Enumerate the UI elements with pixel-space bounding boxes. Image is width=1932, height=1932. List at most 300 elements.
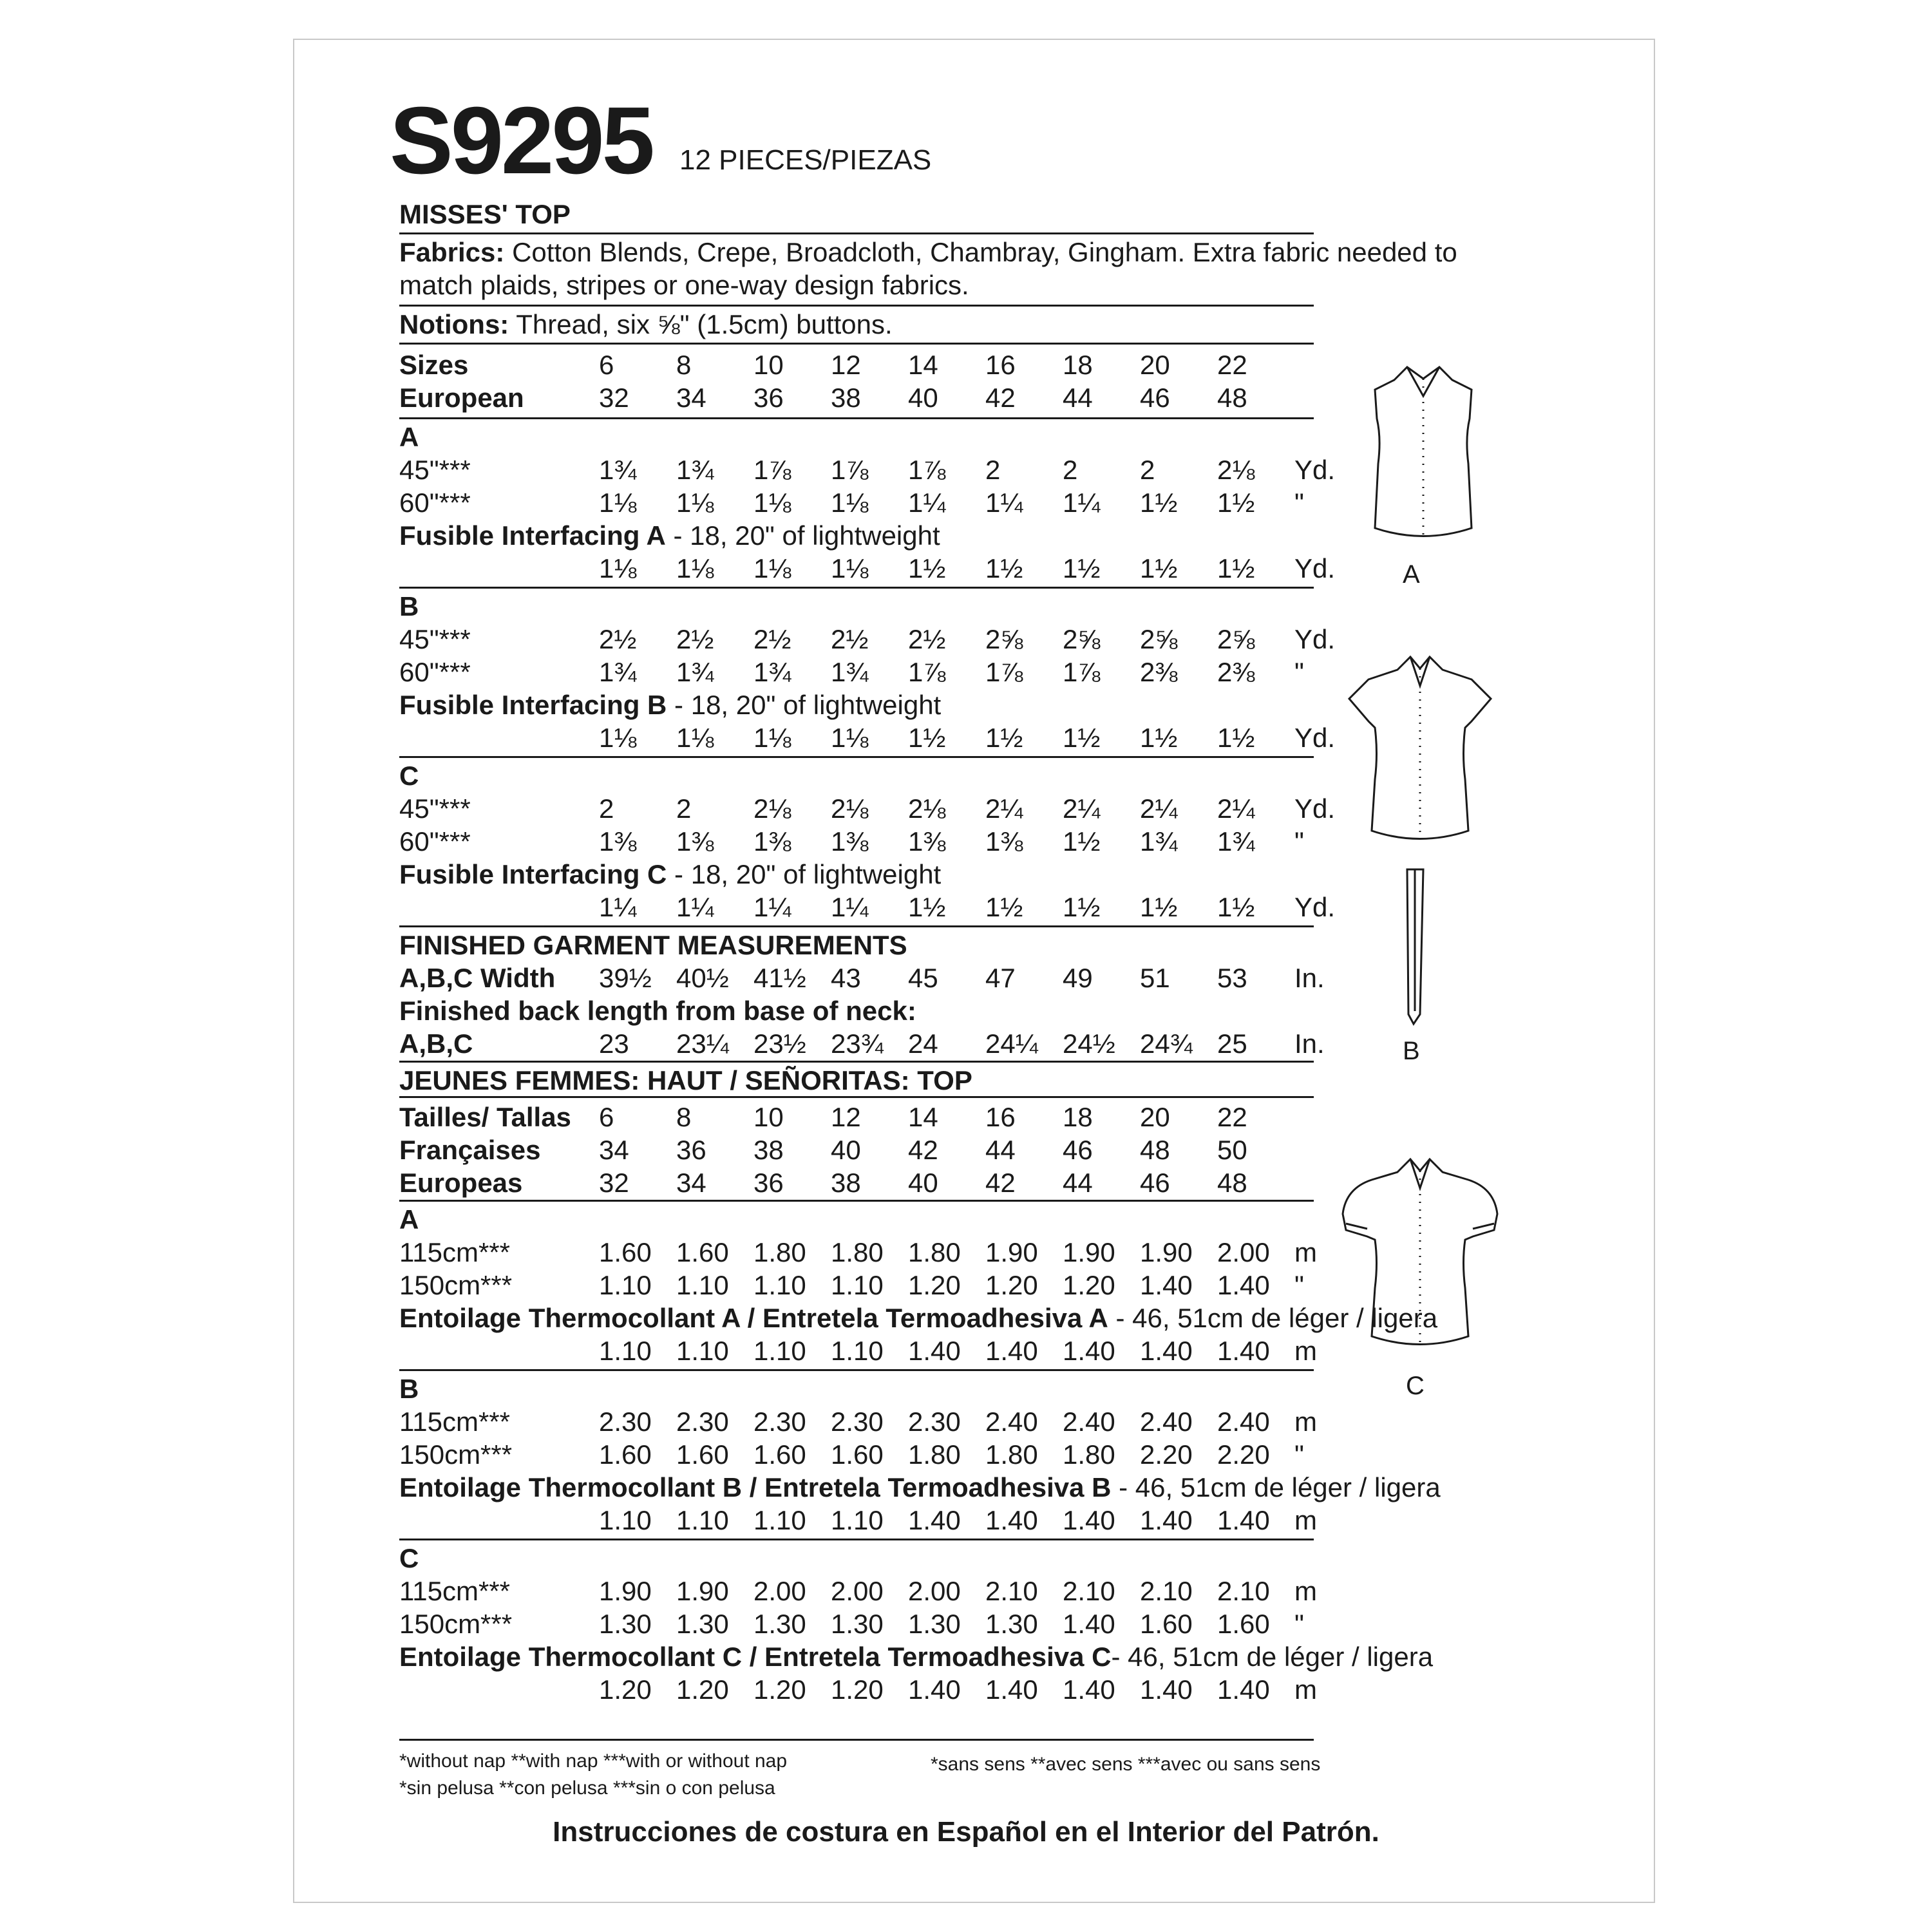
table-cell: 12 [831, 350, 861, 380]
label-rest: - 18, 20" of lightweight [667, 859, 942, 889]
table-cell: 1.10 [676, 1336, 729, 1366]
table-cell: 1½ [985, 892, 1023, 922]
table-cell: 1.60 [599, 1237, 652, 1267]
row-label: Europeas [399, 1168, 523, 1198]
table-cell: 46 [1063, 1135, 1093, 1165]
metric-title [399, 1065, 1314, 1097]
view-heading [399, 591, 1314, 623]
table-cell: 1⅞ [985, 657, 1023, 687]
table-cell: 1.40 [985, 1336, 1038, 1366]
divider-line [399, 925, 1314, 927]
table-cell: 1.40 [1140, 1270, 1193, 1300]
table-cell: 1¾ [599, 455, 637, 485]
table-cell: 2⅛ [908, 793, 946, 824]
width-row [399, 962, 1325, 994]
table-cell: 1¾ [1217, 826, 1255, 857]
row-label: A,B,C Width [399, 963, 556, 993]
table-cell: 1.90 [1063, 1237, 1115, 1267]
row-label: 60"*** [399, 826, 471, 857]
row-label: 150cm*** [399, 1270, 513, 1300]
table-cell: 34 [676, 383, 706, 413]
table-cell: 24¾ [1140, 1028, 1193, 1059]
table-cell: 10 [753, 1102, 784, 1132]
table-cell: 1.60 [1217, 1609, 1270, 1639]
table-cell: 41½ [753, 963, 806, 993]
unit-cell: " [1294, 826, 1304, 857]
table-cell: 1.10 [831, 1270, 884, 1300]
table-cell: 10 [753, 350, 784, 380]
row-label: B [399, 591, 419, 621]
footnote-french: *sans sens **avec sens ***avec ou sans sens [931, 1754, 1321, 1775]
table-cell: 1.40 [1217, 1270, 1270, 1300]
table-cell: 1.90 [1140, 1237, 1193, 1267]
table-cell: 1.40 [1217, 1336, 1270, 1366]
table-cell: 2.10 [985, 1576, 1038, 1606]
table-cell: 1.40 [1063, 1609, 1115, 1639]
divider-line [399, 1061, 1314, 1063]
unit-cell: m [1294, 1237, 1317, 1267]
table-cell: 1.40 [1217, 1505, 1270, 1535]
row-label: 115cm*** [399, 1406, 510, 1437]
label-bold: Notions: [399, 309, 509, 339]
row-label: 45"*** [399, 455, 471, 485]
table-cell: 1.10 [599, 1270, 652, 1300]
table-cell: 42 [908, 1135, 938, 1165]
table-cell: 1⅜ [753, 826, 791, 857]
table-cell: 2⅝ [985, 624, 1023, 654]
table-cell: 22 [1217, 350, 1247, 380]
metric-view-heading [399, 1373, 1314, 1405]
unit-cell: " [1294, 1439, 1304, 1470]
table-cell: 23½ [753, 1028, 806, 1059]
table-cell: 6 [599, 350, 614, 380]
european-sizes-row [399, 382, 1314, 414]
table-cell: 1⅛ [753, 488, 791, 518]
table-cell: 1.60 [831, 1439, 884, 1470]
metric-150-row [399, 1439, 1314, 1471]
yardage-60-row [399, 487, 1314, 519]
europeas-row [399, 1167, 1314, 1199]
yardage-45-row [399, 454, 1336, 486]
table-cell: 34 [599, 1135, 629, 1165]
table-cell: 1.30 [908, 1609, 961, 1639]
interfacing-label-row [399, 689, 1314, 721]
table-cell: 1.40 [1063, 1674, 1115, 1705]
label-rest: - 46, 51cm de léger / ligera [1111, 1472, 1441, 1502]
table-cell: 1½ [1217, 553, 1255, 583]
table-cell: 16 [985, 350, 1016, 380]
table-cell: 2⅝ [1140, 624, 1178, 654]
table-cell: 1.40 [1063, 1336, 1115, 1366]
table-cell: 1.20 [676, 1674, 729, 1705]
table-cell: 1.20 [831, 1674, 884, 1705]
table-cell: 1½ [1217, 488, 1255, 518]
table-cell: 1.80 [831, 1237, 884, 1267]
table-cell: 6 [599, 1102, 614, 1132]
table-cell: 1.40 [908, 1674, 961, 1705]
metric-interfacing-values-row [399, 1674, 1317, 1706]
back-length-title [399, 995, 1314, 1027]
label-bold: Fabrics: [399, 237, 505, 267]
table-cell: 42 [985, 383, 1016, 413]
table-cell: 47 [985, 963, 1016, 993]
divider-line [399, 756, 1314, 758]
interfacing-values-row [399, 553, 1336, 585]
table-cell: 2.40 [1140, 1406, 1193, 1437]
row-label: FINISHED GARMENT MEASUREMENTS [399, 930, 907, 960]
unit-cell: m [1294, 1576, 1317, 1606]
metric-view-heading [399, 1204, 1314, 1236]
divider-line [399, 1200, 1314, 1202]
table-cell: 1.40 [1140, 1674, 1193, 1705]
table-cell: 51 [1140, 963, 1170, 993]
table-cell: 1½ [908, 723, 946, 753]
table-cell: 24 [908, 1028, 938, 1059]
table-cell: 32 [599, 1168, 629, 1198]
table-cell: 40½ [676, 963, 729, 993]
yardage-60-row [399, 826, 1314, 858]
divider-line [399, 417, 1314, 419]
unit-cell: Yd. [1294, 723, 1336, 753]
table-cell: 1⅞ [908, 455, 946, 485]
interfacing-values-row [399, 722, 1336, 754]
table-cell: 1.10 [676, 1270, 729, 1300]
table-cell: 1⅛ [676, 723, 714, 753]
table-cell: 16 [985, 1102, 1016, 1132]
view-b-tie-drawing [1394, 866, 1439, 1027]
yardage-60-row [399, 656, 1314, 688]
table-cell: 1.90 [676, 1576, 729, 1606]
table-cell: 2.10 [1063, 1576, 1115, 1606]
table-cell: 24¼ [985, 1028, 1038, 1059]
table-cell: 2.00 [1217, 1237, 1270, 1267]
table-cell: 8 [676, 350, 692, 380]
table-cell: 2.30 [908, 1406, 961, 1437]
divider-line [399, 1539, 1314, 1540]
table-cell: 1¼ [831, 892, 869, 922]
table-cell: 2½ [908, 624, 946, 654]
table-cell: 14 [908, 1102, 938, 1132]
table-cell: 36 [753, 1168, 784, 1198]
table-cell: 1¾ [831, 657, 869, 687]
row-label [399, 1641, 1433, 1673]
label-bold: Entoilage Thermocollant B / Entretela Termoadhesiva B [399, 1472, 1112, 1502]
row-label [399, 858, 941, 891]
table-cell: 1.20 [908, 1270, 961, 1300]
table-cell: 20 [1140, 1102, 1170, 1132]
table-cell: 2.10 [1140, 1576, 1193, 1606]
table-cell: 2⅛ [1217, 455, 1255, 485]
interfacing-values-row [399, 891, 1336, 923]
table-cell: 1⅞ [1063, 657, 1101, 687]
table-cell: 48 [1217, 383, 1247, 413]
table-cell: 1½ [1140, 723, 1178, 753]
table-cell: 40 [908, 1168, 938, 1198]
table-cell: 2.00 [908, 1576, 961, 1606]
row-label: Tailles/ Tallas [399, 1102, 571, 1132]
table-cell: 1.60 [599, 1439, 652, 1470]
table-cell: 1.20 [753, 1674, 806, 1705]
table-cell: 38 [753, 1135, 784, 1165]
table-cell: 1⅞ [753, 455, 791, 485]
table-cell: 2⅝ [1217, 624, 1255, 654]
table-cell: 44 [1063, 383, 1093, 413]
row-label: JEUNES FEMMES: HAUT / SEÑORITAS: TOP [399, 1065, 972, 1095]
table-cell: 1.60 [753, 1439, 806, 1470]
table-cell: 1.10 [753, 1505, 806, 1535]
table-cell: 2⅝ [1063, 624, 1101, 654]
table-cell: 2.40 [985, 1406, 1038, 1437]
table-cell: 1¾ [676, 455, 714, 485]
table-cell: 1.80 [985, 1439, 1038, 1470]
table-cell: 14 [908, 350, 938, 380]
table-cell: 1¼ [1063, 488, 1101, 518]
row-label: MISSES' TOP [399, 199, 571, 229]
table-cell: 2½ [753, 624, 791, 654]
view-a-sleeveless-top-drawing [1359, 361, 1488, 554]
table-cell: 2⅜ [1140, 657, 1178, 687]
label-rest: - 18, 20" of lightweight [667, 690, 942, 720]
table-cell: 2.30 [831, 1406, 884, 1437]
table-cell: 12 [831, 1102, 861, 1132]
row-label: 45"*** [399, 624, 471, 654]
table-cell: 1.80 [908, 1237, 961, 1267]
row-label [399, 1302, 1437, 1334]
metric-interfacing-values-row [399, 1504, 1317, 1537]
row-label: European [399, 383, 524, 413]
metric-150-row [399, 1608, 1314, 1640]
divider-line [399, 305, 1314, 307]
table-cell: 2½ [599, 624, 637, 654]
metric-interfacing-label-row [399, 1641, 1434, 1673]
finished-measurements-title [399, 929, 1314, 961]
table-cell: 38 [831, 383, 861, 413]
table-cell: 1½ [1140, 488, 1178, 518]
table-cell: 1⅛ [753, 723, 791, 753]
unit-cell: " [1294, 657, 1304, 687]
table-cell: 1⅞ [908, 657, 946, 687]
table-cell: 1⅛ [676, 553, 714, 583]
table-cell: 1.10 [753, 1336, 806, 1366]
table-cell: 1.30 [676, 1609, 729, 1639]
table-cell: 1½ [985, 723, 1023, 753]
table-cell: 44 [1063, 1168, 1093, 1198]
table-cell: 1½ [1140, 892, 1178, 922]
table-cell: 1½ [1063, 826, 1101, 857]
table-cell: 45 [908, 963, 938, 993]
metric-view-heading [399, 1542, 1314, 1575]
unit-cell: Yd. [1294, 892, 1336, 922]
table-cell: 1⅜ [831, 826, 869, 857]
table-cell: 44 [985, 1135, 1016, 1165]
table-cell: 2 [599, 793, 614, 824]
table-cell: 2.40 [1063, 1406, 1115, 1437]
sizes-row [399, 349, 1314, 381]
row-label: A [399, 1204, 419, 1235]
table-cell: 50 [1217, 1135, 1247, 1165]
table-cell: 1¼ [908, 488, 946, 518]
label-bold: Entoilage Thermocollant A / Entretela Termoadhesiva A [399, 1303, 1108, 1333]
divider-line [399, 232, 1314, 234]
table-cell: 1.40 [1140, 1336, 1193, 1366]
view-heading [399, 421, 1314, 453]
table-cell: 1.90 [599, 1576, 652, 1606]
table-cell: 1¼ [676, 892, 714, 922]
table-cell: 1½ [908, 553, 946, 583]
table-cell: 1.80 [1063, 1439, 1115, 1470]
notions-row [399, 308, 1314, 341]
table-cell: 2.30 [599, 1406, 652, 1437]
table-cell: 2¼ [985, 793, 1023, 824]
unit-cell: " [1294, 488, 1304, 518]
unit-cell: " [1294, 1270, 1304, 1300]
row-label: 115cm*** [399, 1576, 510, 1606]
table-cell: 2 [1063, 455, 1078, 485]
row-label [399, 520, 940, 552]
row-label: C [399, 761, 419, 791]
table-cell: 2½ [831, 624, 869, 654]
yardage-45-row [399, 793, 1336, 825]
table-cell: 23 [599, 1028, 629, 1059]
table-cell: 1.40 [908, 1505, 961, 1535]
row-label: B [399, 1374, 419, 1404]
table-cell: 1.10 [599, 1505, 652, 1535]
table-cell: 1¾ [599, 657, 637, 687]
fabrics-row [399, 236, 1457, 269]
table-cell: 42 [985, 1168, 1016, 1198]
table-cell: 1½ [1063, 553, 1101, 583]
table-cell: 1.30 [599, 1609, 652, 1639]
row-label: 150cm*** [399, 1439, 513, 1470]
table-cell: 23¼ [676, 1028, 729, 1059]
table-cell: 1.20 [599, 1674, 652, 1705]
table-cell: 1⅜ [599, 826, 637, 857]
metric-115-row [399, 1406, 1317, 1438]
table-cell: 1½ [1063, 723, 1101, 753]
label-rest: - 46, 51cm de léger / ligera [1111, 1642, 1434, 1672]
table-cell: 1.10 [831, 1336, 884, 1366]
table-cell: 1.60 [676, 1439, 729, 1470]
table-cell: 1⅛ [831, 488, 869, 518]
table-cell: 2.20 [1217, 1439, 1270, 1470]
unit-cell: In. [1294, 963, 1325, 993]
table-cell: 2⅛ [753, 793, 791, 824]
label-rest: - 46, 51cm de léger / ligera [1108, 1303, 1438, 1333]
row-label: 60"*** [399, 657, 471, 687]
table-cell: 20 [1140, 350, 1170, 380]
table-cell: 1¼ [599, 892, 637, 922]
table-cell: 1½ [1217, 892, 1255, 922]
unit-cell: Yd. [1294, 455, 1336, 485]
spanish-instructions-note: Instrucciones de costura en Español en el Interior del Patrón. [553, 1816, 1379, 1848]
table-cell: 2 [676, 793, 692, 824]
unit-cell: In. [1294, 1028, 1325, 1059]
interfacing-label-row [399, 520, 1314, 552]
unit-cell: m [1294, 1336, 1317, 1366]
table-cell: 1½ [1063, 892, 1101, 922]
unit-cell: " [1294, 1609, 1304, 1639]
table-cell: 1½ [985, 553, 1023, 583]
table-cell: 23¾ [831, 1028, 884, 1059]
metric-115-row [399, 1236, 1317, 1269]
table-cell: 53 [1217, 963, 1247, 993]
label-bold: Fusible Interfacing B [399, 690, 667, 720]
table-cell: 1¼ [985, 488, 1023, 518]
unit-cell: m [1294, 1505, 1317, 1535]
table-cell: 1.40 [908, 1336, 961, 1366]
table-cell: 1.40 [985, 1674, 1038, 1705]
table-cell: 1.40 [1063, 1505, 1115, 1535]
table-cell: 1⅛ [753, 553, 791, 583]
table-cell: 48 [1140, 1135, 1170, 1165]
row-label: 60"*** [399, 488, 471, 518]
back-length-row [399, 1028, 1325, 1060]
table-cell: 38 [831, 1168, 861, 1198]
table-cell: 18 [1063, 1102, 1093, 1132]
table-cell: 48 [1217, 1168, 1247, 1198]
table-cell: 8 [676, 1102, 692, 1132]
table-cell: 2.00 [753, 1576, 806, 1606]
metric-interfacing-label-row [399, 1472, 1441, 1504]
table-cell: 1.60 [676, 1237, 729, 1267]
divider-line [399, 587, 1314, 589]
unit-cell: m [1294, 1674, 1317, 1705]
view-heading [399, 760, 1314, 792]
table-cell: 1.20 [1063, 1270, 1115, 1300]
table-cell: 2.10 [1217, 1576, 1270, 1606]
table-cell: 2 [985, 455, 1001, 485]
table-cell: 1¾ [676, 657, 714, 687]
unit-cell: Yd. [1294, 553, 1336, 583]
label-rest: Thread, six ⅝" (1.5cm) buttons. [516, 309, 893, 339]
francaises-row [399, 1134, 1314, 1166]
table-cell: 32 [599, 383, 629, 413]
divider-line [399, 343, 1314, 345]
table-cell: 1.80 [908, 1439, 961, 1470]
view-b-cap-sleeve-top-drawing [1340, 650, 1501, 850]
row-label [399, 236, 1457, 269]
table-cell: 46 [1140, 383, 1170, 413]
yardage-45-row [399, 623, 1336, 656]
unit-cell: Yd. [1294, 793, 1336, 824]
fabrics-row-2 [399, 269, 1314, 301]
table-cell: 1.30 [831, 1609, 884, 1639]
row-label [399, 689, 941, 721]
view-c-label: C [1406, 1372, 1425, 1400]
table-cell: 1.10 [753, 1270, 806, 1300]
table-cell: 1.20 [985, 1270, 1038, 1300]
table-cell: 2⅛ [831, 793, 869, 824]
footnote-english: *without nap **with nap ***with or without nap [399, 1750, 788, 1772]
table-cell: 1.30 [985, 1609, 1038, 1639]
table-cell: 1⅜ [985, 826, 1023, 857]
misses-top-title [399, 198, 1314, 231]
label-rest: Cotton Blends, Crepe, Broadcloth, Chambray, Gingham. Extra fabric needed to [512, 237, 1457, 267]
row-label: C [399, 1543, 419, 1573]
table-cell: 1½ [1140, 553, 1178, 583]
row-label: Finished back length from base of neck: [399, 996, 916, 1026]
row-label: A [399, 422, 419, 452]
table-cell: 1⅜ [908, 826, 946, 857]
table-cell: 1¼ [753, 892, 791, 922]
table-cell: 1.40 [1217, 1674, 1270, 1705]
table-cell: 1.10 [599, 1336, 652, 1366]
row-label: A,B,C [399, 1028, 473, 1059]
pattern-code: S9295 [390, 88, 652, 194]
table-cell: 34 [676, 1168, 706, 1198]
table-cell: 1½ [908, 892, 946, 922]
table-cell: 2.00 [831, 1576, 884, 1606]
